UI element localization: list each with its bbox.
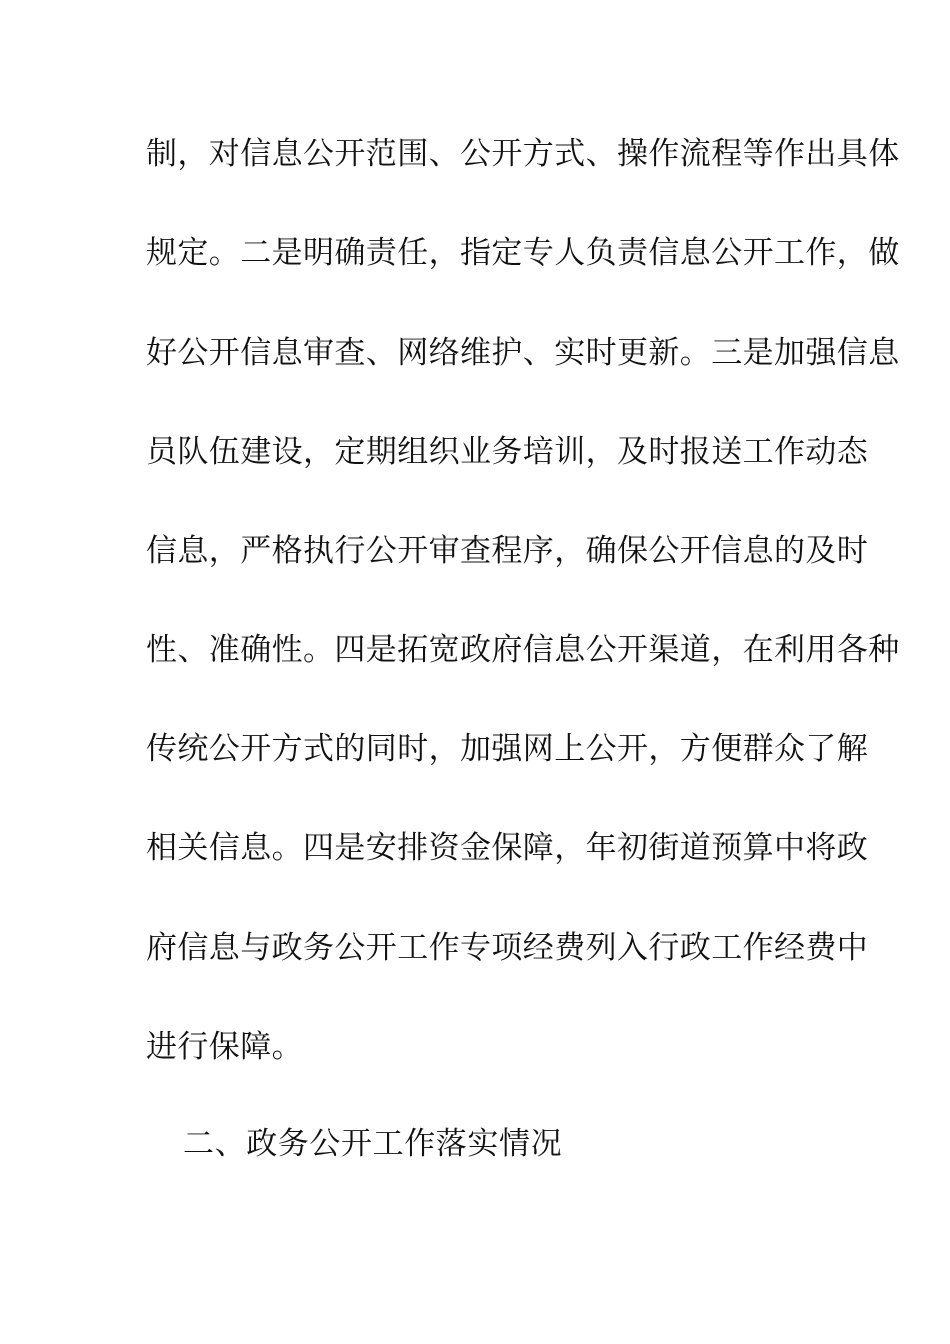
paragraph-line: 相关信息。四是安排资金保障，年初街道预算中将政 <box>146 830 869 866</box>
paragraph-line: 员队伍建设，定期组织业务培训，及时报送工作动态 <box>146 434 869 470</box>
paragraph-line: 制，对信息公开范围、公开方式、操作流程等作出具体 <box>146 136 900 172</box>
paragraph-line: 性、准确性。四是拓宽政府信息公开渠道，在利用各种 <box>146 632 900 668</box>
paragraph-line: 府信息与政务公开工作专项经费列入行政工作经费中 <box>146 930 869 966</box>
paragraph-line: 进行保障。 <box>146 1029 303 1065</box>
paragraph-line: 规定。二是明确责任，指定专人负责信息公开工作，做 <box>146 235 900 271</box>
paragraph-line: 信息，严格执行公开审查程序，确保公开信息的及时 <box>146 533 869 569</box>
paragraph-line: 好公开信息审查、网络维护、实时更新。三是加强信息 <box>146 335 900 371</box>
section-heading: 二、政务公开工作落实情况 <box>183 1126 563 1162</box>
paragraph-line: 传统公开方式的同时，加强网上公开，方便群众了解 <box>146 731 869 767</box>
